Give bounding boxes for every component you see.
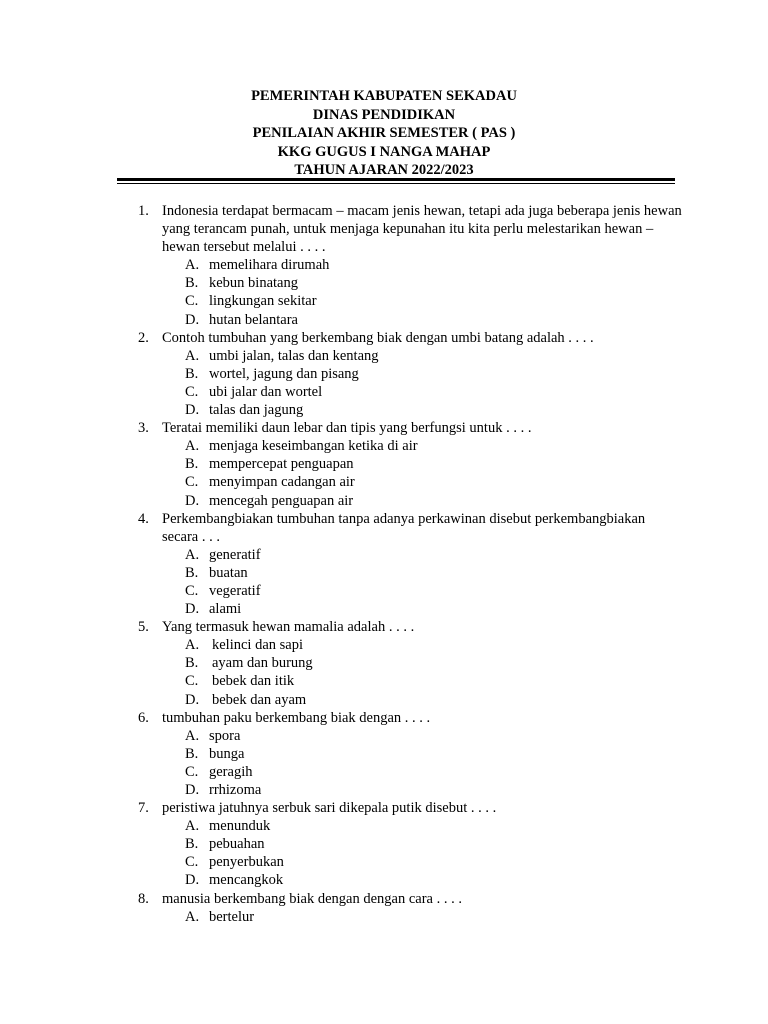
question-text: Contoh tumbuhan yang berkembang biak dengan umbi batang adalah . . . . [162, 329, 594, 346]
answer-option [162, 274, 682, 292]
answer-option [162, 564, 682, 582]
option-letter: D. [185, 782, 200, 798]
exam-header [0, 87, 768, 180]
option-text: hutan belantara [209, 311, 298, 328]
answer-option [162, 365, 682, 383]
question-number: 5. [138, 619, 149, 636]
option-text: menjaga keseimbangan ketika di air [209, 438, 418, 455]
answer-options [162, 636, 682, 708]
option-text: wortel, jagung dan pisang [209, 365, 359, 382]
option-letter: B. [185, 655, 199, 672]
answer-options [162, 908, 682, 926]
option-letter: C. [185, 474, 199, 491]
option-letter: B. [185, 365, 199, 382]
question-item [0, 202, 682, 329]
question-text: manusia berkembang biak dengan dengan cara . . . . [162, 890, 462, 907]
option-text: geragih [209, 763, 253, 780]
option-text: mempercepat penguapan [209, 456, 354, 473]
answer-option [162, 871, 682, 889]
question-text: Indonesia terdapat bermacam – macam jenis hewan, tetapi ada juga beberapa jenis hewan yang terancam punah, untuk menjaga kepunahan itu kita perlu melestarikan hewan – hewan tersebut melalui . . . . [162, 203, 682, 256]
answer-option [162, 817, 682, 835]
option-letter: A. [185, 438, 200, 455]
header-divider-thick [117, 178, 675, 181]
answer-options [162, 347, 682, 419]
option-letter: C. [185, 763, 199, 780]
question-text: tumbuhan paku berkembang biak dengan . . . . [162, 709, 431, 726]
answer-option [162, 582, 682, 600]
header-line-government: PEMERINTAH KABUPATEN SEKADAU [251, 88, 517, 104]
answer-option [162, 546, 682, 564]
answer-option [162, 691, 682, 709]
option-text: bebek dan itik [212, 673, 295, 690]
option-text: mencegah penguapan air [209, 492, 354, 509]
question-number: 7. [138, 800, 149, 817]
option-letter: A. [185, 727, 200, 744]
question-text: Yang termasuk hewan mamalia adalah . . . . [162, 619, 415, 636]
answer-options [162, 437, 682, 509]
option-letter: B. [185, 836, 199, 853]
option-letter: B. [185, 456, 199, 473]
option-text: penyerbukan [209, 854, 284, 871]
option-text: ubi jalar dan wortel [209, 383, 323, 400]
option-letter: A. [185, 908, 200, 925]
option-letter: D. [185, 402, 200, 419]
option-letter: C. [185, 854, 199, 871]
option-letter: C. [185, 673, 199, 690]
answer-option [162, 781, 682, 799]
answer-option [162, 401, 682, 419]
question-list [0, 202, 768, 926]
question-number: 6. [138, 709, 149, 726]
option-letter: C. [185, 293, 199, 310]
question-number: 2. [138, 329, 149, 346]
header-line-department: DINAS PENDIDIKAN [312, 106, 456, 123]
option-letter: C. [185, 383, 199, 400]
option-text: ayam dan burung [212, 655, 313, 672]
option-text: bertelur [209, 908, 255, 925]
option-text: lingkungan sekitar [209, 293, 317, 310]
question-number: 8. [138, 890, 149, 907]
question-text: Perkembangbiakan tumbuhan tanpa adanya perkawinan disebut perkembangbiakan secara . . . [162, 510, 646, 545]
option-text: kebun binatang [209, 275, 298, 292]
answer-option [162, 347, 682, 365]
answer-option [162, 311, 682, 329]
option-text: kelinci dan sapi [212, 637, 304, 654]
answer-option [162, 383, 682, 401]
option-letter: B. [185, 564, 199, 581]
option-letter: D. [185, 311, 200, 328]
answer-options [162, 817, 682, 889]
answer-option [162, 763, 682, 781]
question-item [0, 799, 682, 889]
answer-options [162, 727, 682, 799]
option-text: memelihara dirumah [209, 257, 330, 274]
question-item [0, 618, 682, 708]
answer-option [162, 672, 682, 690]
option-text: mencangkok [209, 872, 284, 889]
option-letter: A. [185, 347, 200, 364]
question-item [0, 709, 682, 799]
answer-option [162, 654, 682, 672]
question-number: 1. [138, 203, 149, 219]
answer-options [162, 256, 682, 328]
answer-option [162, 600, 682, 618]
option-text: spora [209, 727, 241, 744]
option-text: vegeratif [209, 582, 261, 599]
option-letter: D. [185, 872, 200, 889]
question-item [0, 419, 682, 509]
question-item [0, 510, 682, 619]
option-text: bunga [209, 745, 245, 762]
answer-options [162, 546, 682, 618]
question-number: 3. [138, 420, 149, 437]
question-item [0, 890, 682, 926]
question-number: 4. [138, 510, 149, 527]
answer-option [162, 455, 682, 473]
option-text: generatif [209, 546, 261, 563]
question-text: peristiwa jatuhnya serbuk sari dikepala putik disebut . . . . [162, 800, 497, 817]
option-text: bebek dan ayam [212, 691, 307, 708]
answer-option [162, 492, 682, 510]
answer-option [162, 473, 682, 491]
option-text: buatan [209, 564, 248, 581]
answer-option [162, 437, 682, 455]
answer-option [162, 727, 682, 745]
answer-option [162, 636, 682, 654]
option-letter: A. [185, 818, 200, 835]
answer-option [162, 256, 682, 274]
option-letter: D. [185, 691, 200, 708]
option-letter: B. [185, 275, 199, 292]
option-letter: B. [185, 745, 199, 762]
option-text: alami [209, 601, 242, 618]
option-text: rrhizoma [209, 782, 262, 798]
question-text: Teratai memiliki daun lebar dan tipis yang berfungsi untuk . . . . [162, 420, 532, 437]
answer-option [162, 908, 682, 926]
answer-option [162, 853, 682, 871]
option-text: umbi jalan, talas dan kentang [209, 347, 379, 364]
answer-option [162, 292, 682, 310]
option-letter: D. [185, 492, 200, 509]
header-line-cluster: KKG GUGUS I NANGA MAHAP [277, 143, 491, 160]
option-letter: D. [185, 601, 200, 618]
answer-option [162, 835, 682, 853]
option-letter: A. [185, 637, 200, 654]
question-item [0, 329, 682, 419]
option-letter: C. [185, 582, 199, 599]
option-text: menunduk [209, 818, 271, 835]
option-text: talas dan jagung [209, 402, 304, 419]
option-text: menyimpan cadangan air [209, 474, 355, 491]
answer-option [162, 745, 682, 763]
option-text: pebuahan [209, 836, 265, 853]
header-line-school-year: TAHUN AJARAN 2022/2023 [294, 162, 474, 178]
option-letter: A. [185, 257, 200, 274]
option-letter: A. [185, 546, 200, 563]
header-divider-thin [117, 183, 675, 184]
header-line-exam-name: PENILAIAN AKHIR SEMESTER ( PAS ) [252, 125, 516, 141]
